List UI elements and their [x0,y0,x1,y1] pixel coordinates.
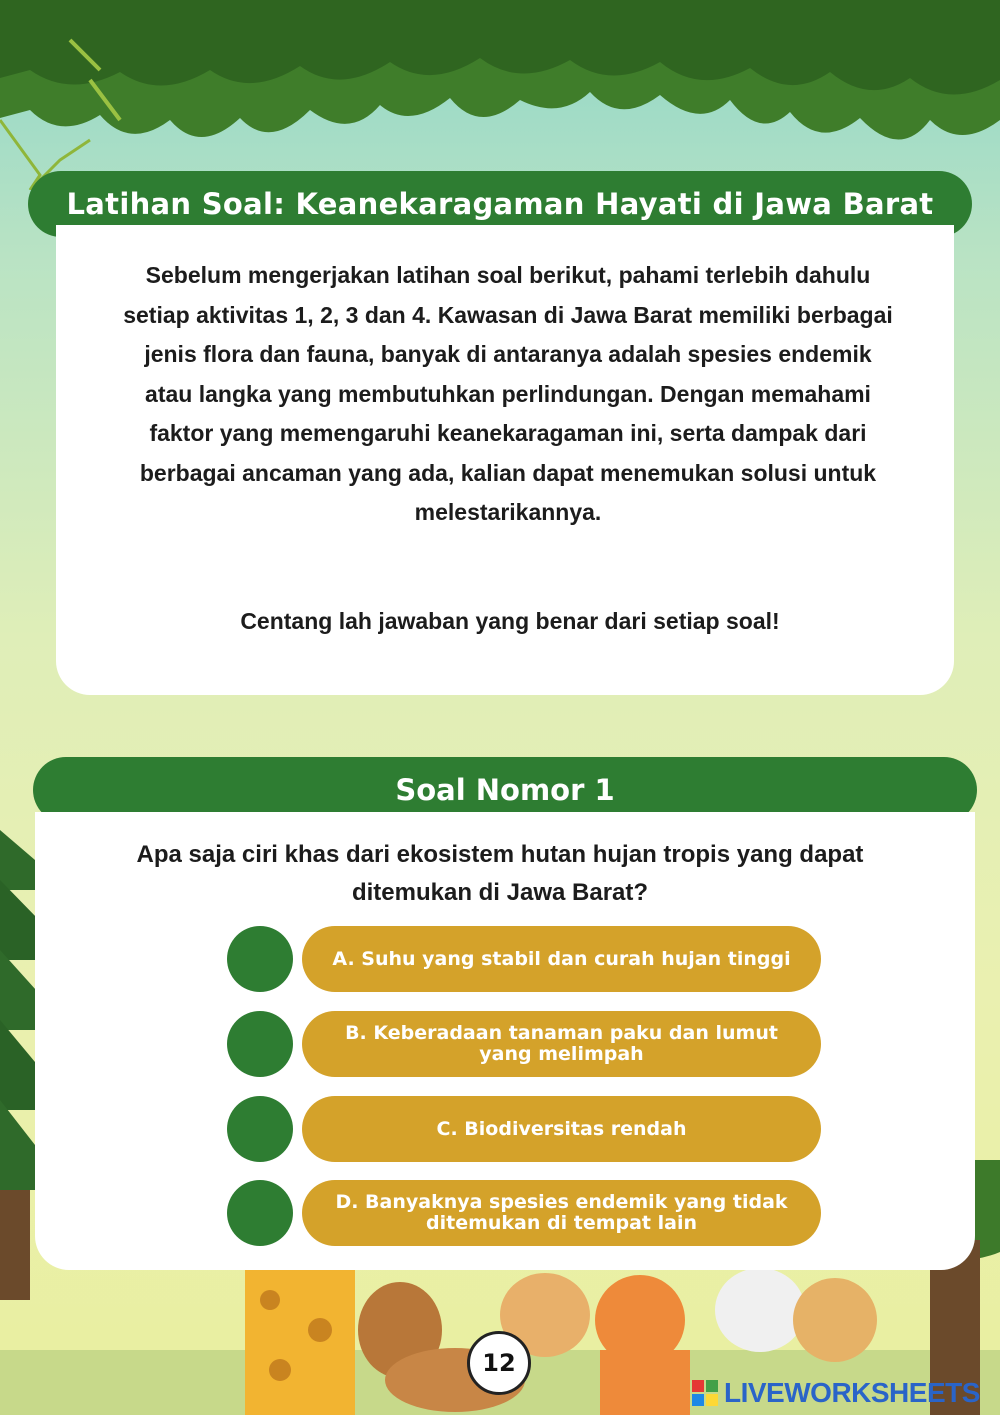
option-a-button[interactable]: A. Suhu yang stabil dan curah hujan tinggi [302,926,821,992]
option-c-checkbox[interactable] [227,1096,293,1162]
option-a-checkbox[interactable] [227,926,293,992]
question-text: Apa saja ciri khas dari ekosistem hutan hujan tropis yang dapat ditemukan di Jawa Barat? [136,841,864,906]
page-number: 12 [482,1349,516,1377]
page-number-badge [467,1331,531,1395]
page-title: Latihan Soal: Keanekaragaman Hayati di Jawa Barat [66,187,934,221]
tree-canopy-decoration [0,0,1000,190]
liveworksheets-brand[interactable] [692,1376,980,1410]
option-c-button[interactable]: C. Biodiversitas rendah [302,1096,821,1162]
option-d-button[interactable]: D. Banyaknya spesies endemik yang tidak ditemukan di tempat lain [302,1180,821,1246]
option-d-checkbox[interactable] [227,1180,293,1246]
option-b-checkbox[interactable] [227,1011,293,1077]
brand-logo-icon [692,1380,718,1406]
option-b-button[interactable]: B. Keberadaan tanaman paku dan lumut yang melimpah [302,1011,821,1077]
intro-paragraph: Sebelum mengerjakan latihan soal berikut, pahami terlebih dahulu setiap aktivitas 1, 2, 3 dan 4. Kawasan di Jawa Barat memiliki berbagai jenis flora dan fauna, banyak di antaranya adalah spesies endemik atau langka yang membutuhkan perlindungan. Dengan memahami faktor yang memengaruhi keanekaragaman ini, serta dampak dari berbagai ancaman yang ada, kalian dapat menemukan solusi untuk melestarikannya. [123,262,893,525]
question-heading: Soal Nomor 1 [395,773,615,807]
brand-name: LIVEWORKSHEETS [724,1377,980,1408]
instruction-text: Centang lah jawaban yang benar dari setiap soal! [240,608,780,634]
